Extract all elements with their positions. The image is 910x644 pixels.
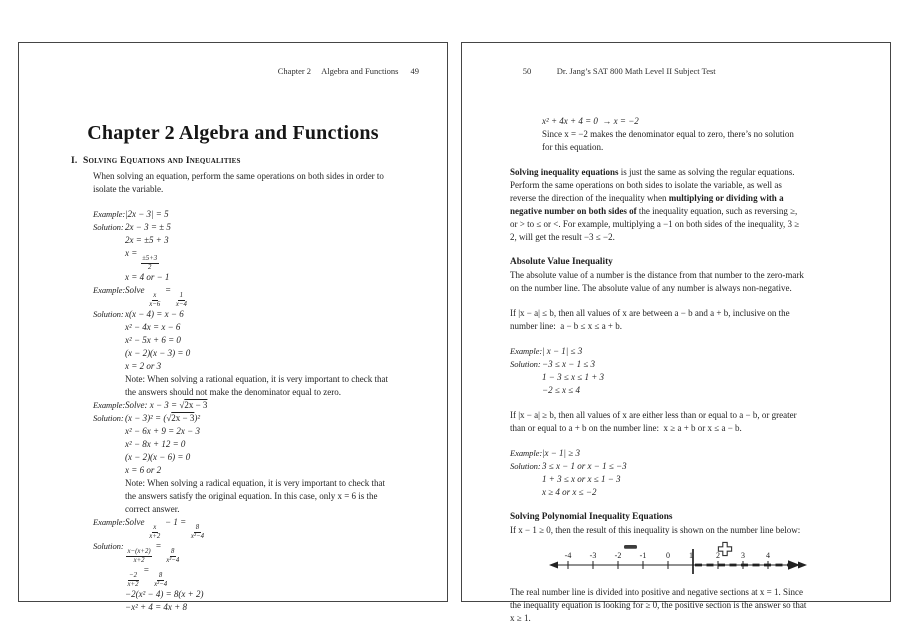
equation-line: Solution:x(x − 4) = x − 6: [93, 309, 184, 319]
section-heading: [71, 155, 419, 168]
section-title: Solving Equations and Inequalities: [83, 156, 241, 166]
equation-line: Solution:2x − 3 = ± 5: [93, 222, 171, 232]
right-page-content: [510, 115, 837, 625]
equation-line: Example:|2x − 3| = 5: [93, 209, 169, 219]
fraction: $\frac{8}{\text{x²−4}}$: [154, 572, 168, 588]
chapter-title: Chapter 2 Algebra and Functions: [87, 122, 379, 144]
example-solution-label: Solution:: [93, 541, 124, 551]
running-section: Algebra and Functions: [321, 66, 399, 76]
equation-line: Example:Solve $\frac{x}{x+2}$ − 1 = $\frac{8}{\text{x²−4}}$: [93, 516, 419, 540]
paragraph-line: than or equal to a + b on the number line: x ≥ a + b or x ≤ a − b.: [510, 423, 742, 433]
paragraph-line: number line: a − b ≤ x ≤ a + b.: [510, 321, 623, 331]
fraction: $\frac{1}{x-4}$: [175, 292, 187, 308]
text-line: correct answer.: [125, 504, 180, 514]
paragraph-line: negative number on both sides of the inequality equation, such as reversing ≥,: [510, 206, 798, 216]
fraction: $\frac{8}{\text{x²−4}}$: [190, 524, 204, 540]
text-line: Since x = −2 makes the denominator equal to zero, there’s no solution: [542, 129, 794, 139]
paragraph-line: 2, will get the result −3 ≤ −2.: [510, 232, 615, 242]
equation-line: (x − 2)(x − 3) = 0: [125, 348, 191, 358]
number-line-svg: [548, 541, 810, 575]
fraction: $\frac{8}{\text{x²−4}}$: [166, 548, 180, 564]
equation-line: Example:Solve $\frac{x}{x-6}$ = $\frac{1}{x-4}$: [93, 284, 419, 308]
fraction: $\frac{x}{x-6}$: [149, 292, 161, 308]
equation-line: (x − 2)(x − 6) = 0: [125, 452, 191, 462]
example-solution-label: Solution:: [510, 461, 541, 471]
svg-text:-2: -2: [614, 551, 622, 560]
equation-line: 1 + 3 ≤ x or x ≤ 1 − 3: [542, 474, 621, 484]
equation-line: Example:Solve: x − 3 = √2x − 3: [93, 400, 208, 410]
paragraph-line: on the number line. The absolute value of any number is always non-negative.: [510, 283, 792, 293]
equation-line: x = 2 or 3: [125, 361, 162, 371]
equation-line: x² − 6x + 9 = 2x − 3: [125, 426, 200, 436]
page-number: 50: [522, 66, 532, 76]
paragraph-line: or > to ≤ or <. For example, multiplying a −1 on both sides of the inequality, 3 ≥: [510, 219, 800, 229]
equation-line: x ≥ 4 or x ≤ −2: [542, 487, 597, 497]
text-line: Note: When solving a radical equation, it is very important to check that: [125, 478, 386, 488]
equation-line: x² − 4x = x − 6: [125, 322, 181, 332]
example-solution-label: Solution:: [510, 359, 541, 369]
example-solution-label: Example:: [93, 285, 126, 295]
paragraph-line: If x − 1 ≥ 0, then the result of this inequality is shown on the number line below:: [510, 525, 801, 535]
example-solution-label: Solution:: [93, 413, 124, 423]
block-spacer: [93, 196, 419, 208]
equation-line: x = 6 or 2: [125, 465, 162, 475]
example-solution-label: Example:: [510, 346, 543, 356]
paragraph-line: Perform the same operations on both sides to isolate the variable, as well as: [510, 180, 782, 190]
square-root: √2x − 3: [166, 413, 195, 423]
left-running-header: [93, 52, 419, 91]
equation-line: x² − 8x + 12 = 0: [125, 439, 186, 449]
equation-line: x² + 4x + 4 = 0 → x = −2: [542, 116, 639, 126]
equation-line: Example:| x − 1| ≤ 3: [510, 346, 583, 356]
paragraph-line: Solving inequality equations is just the same as solving the regular equations.: [510, 167, 795, 177]
equation-line: 2x = ±5 + 3: [125, 235, 169, 245]
fraction: $\frac{-2}{x+2}$: [127, 572, 139, 588]
running-chapter: Chapter 2: [277, 66, 312, 76]
block-spacer: [510, 333, 837, 345]
paragraph-line: The real number line is divided into positive and negative sections at x = 1. Since: [510, 587, 804, 597]
page-left: [18, 42, 448, 612]
svg-text:-3: -3: [589, 551, 597, 560]
paragraph-line: If |x − a| ≤ b, then all values of x are between a − b and a + b, inclusive on the: [510, 308, 790, 318]
running-book-title: Dr. Jang’s SAT 800 Math Level II Subject Test: [556, 66, 716, 76]
svg-text:3: 3: [741, 551, 745, 560]
equation-line: −2 ≤ x ≤ 4: [542, 385, 580, 395]
block-spacer: [510, 295, 837, 307]
number-line-figure: [548, 541, 837, 580]
square-root: √2x − 3: [179, 400, 208, 410]
equation-line: Example:|x − 1| ≥ 3: [510, 448, 580, 458]
svg-text:4: 4: [766, 551, 770, 560]
section-number: I.: [71, 156, 78, 166]
svg-text:1: 1: [689, 551, 693, 560]
equation-line: x = 4 or − 1: [125, 272, 170, 282]
fraction: $\frac{x}{x+2}$: [149, 524, 161, 540]
equation-line: x² − 5x + 6 = 0: [125, 335, 181, 345]
paragraph-line: isolate the variable.: [93, 184, 164, 194]
block-spacer: [510, 244, 837, 256]
example-solution-label: Solution:: [93, 309, 124, 319]
paragraph-line: When solving an equation, perform the same operations on both sides in order to: [93, 171, 384, 181]
svg-text:-4: -4: [564, 551, 572, 560]
equation-line: Solution:3 ≤ x − 1 or x − 1 ≤ −3: [510, 461, 627, 471]
block-spacer: [510, 435, 837, 447]
block-spacer: [510, 397, 837, 409]
left-arrowhead: [549, 562, 558, 569]
example-solution-label: Example:: [93, 209, 126, 219]
right-running-header: [510, 52, 837, 91]
example-solution-label: Example:: [93, 400, 126, 410]
equation-line: −2(x² − 4) = 8(x + 2): [125, 589, 204, 599]
svg-text:-1: -1: [639, 551, 647, 560]
text-line: Note: When solving a rational equation, it is very important to check that: [125, 374, 389, 384]
equation-line: Solution:(x − 3)² = (√2x − 3)²: [93, 413, 201, 423]
equation-line: −x² + 4 = 4x + 8: [125, 602, 187, 612]
example-solution-label: Example:: [93, 517, 126, 527]
equation-line: x = $\frac{\pm 5+3}{2}$: [93, 247, 419, 271]
text-line: the answers should not make the denominator equal to zero.: [125, 387, 341, 397]
fraction: $\frac{x-(x+2)}{x+2}$: [127, 548, 151, 564]
page-number: 49: [410, 66, 419, 76]
equation-line: 1 − 3 ≤ x ≤ 1 + 3: [542, 372, 605, 382]
fraction: $\frac{\pm 5+3}{2}$: [142, 255, 158, 271]
block-spacer: [510, 499, 837, 511]
equation-line: $\frac{-2}{x+2}$ = $\frac{8}{\text{x²−4}}$: [93, 564, 419, 588]
paragraph-line: x ≥ 1.: [510, 613, 531, 623]
text-line: for this equation.: [542, 142, 604, 152]
equation-line: Solution: $\frac{x-(x+2)}{x+2}$ = $\frac{8}{\text{x²−4}}$: [93, 540, 419, 564]
paragraph-line: The absolute value of a number is the distance from that number to the zero-mark: [510, 270, 804, 280]
example-solution-label: Solution:: [93, 222, 124, 232]
page-right: [461, 42, 891, 623]
paragraph-line: reverse the direction of the inequality when multiplying or dividing with a: [510, 193, 784, 203]
equation-line: Solution:−3 ≤ x − 1 ≤ 3: [510, 359, 596, 369]
sub-heading: Absolute Value Inequality: [510, 257, 613, 267]
sub-heading: Solving Polynomial Inequality Equations: [510, 512, 673, 522]
text-line: the answers satisfy the original equation. In this case, only x = 6 is the: [125, 491, 378, 501]
svg-text:2: 2: [716, 551, 720, 560]
paragraph-line: If |x − a| ≥ b, then all values of x are either less than or equal to a − b, or greater: [510, 410, 797, 420]
plus-icon: [718, 542, 731, 555]
left-page-content: [93, 170, 419, 614]
example-solution-label: Example:: [510, 448, 543, 458]
minus-icon: [624, 545, 637, 549]
svg-text:0: 0: [666, 551, 670, 560]
paragraph-line: the inequality equation is looking for ≥ 0, the positive section is the answer so that: [510, 600, 807, 610]
block-spacer: [510, 154, 837, 166]
